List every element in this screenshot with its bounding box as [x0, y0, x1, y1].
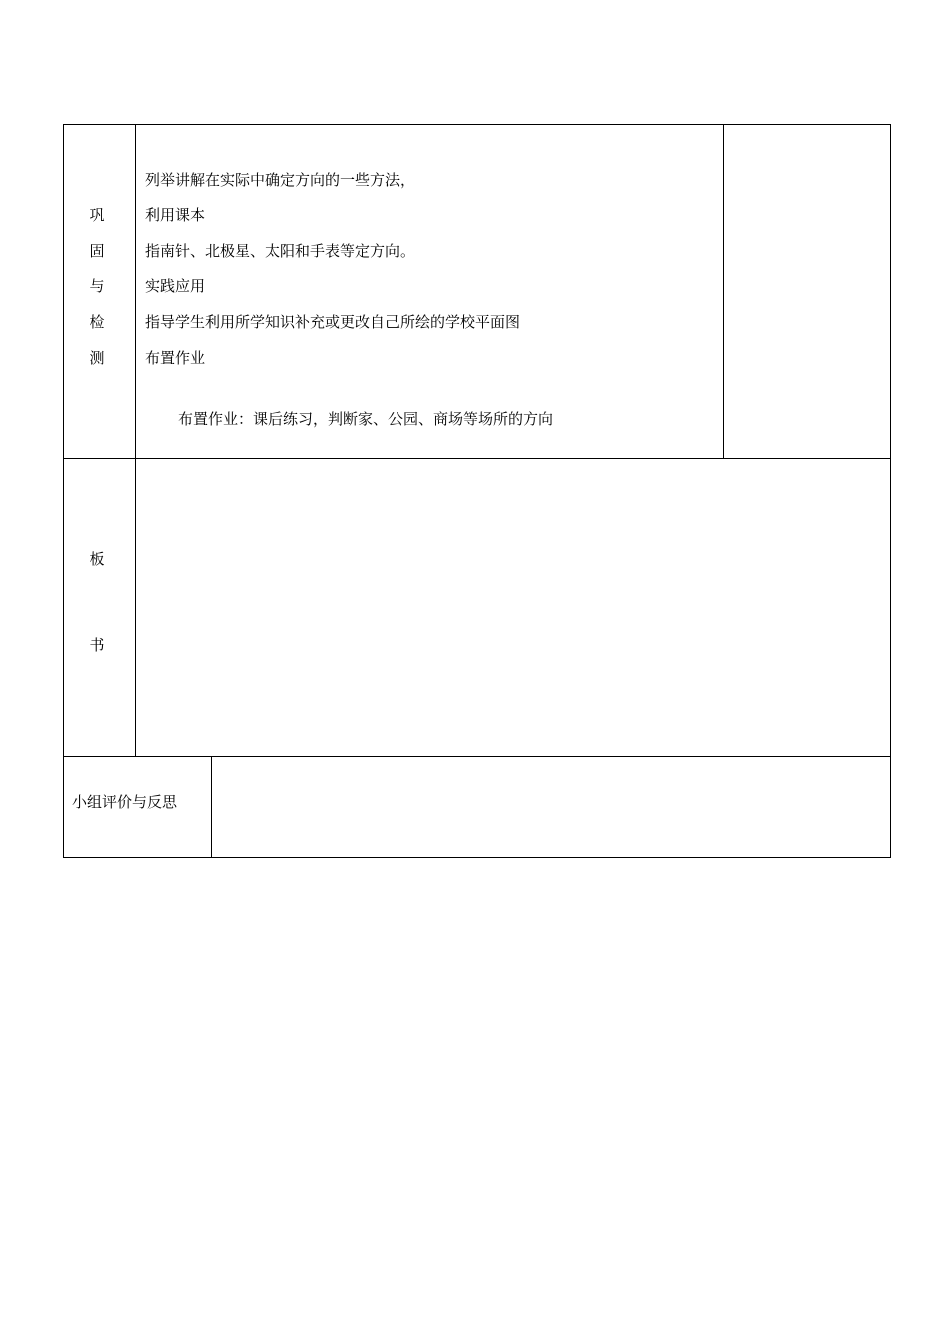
content-line: 指导学生利用所学知识补充或更改自己所绘的学校平面图	[145, 313, 521, 331]
consolidation-label-char: 与	[89, 277, 105, 295]
consolidation-label-char: 固	[89, 242, 105, 260]
consolidation-label-char: 测	[89, 349, 105, 367]
consolidation-label-char: 巩	[89, 206, 105, 224]
content-line: 利用课本	[145, 206, 206, 224]
content-line: 指南针、北极星、太阳和手表等定方向。	[145, 242, 416, 260]
evaluation-content-cell	[212, 757, 890, 857]
notes-cell	[724, 125, 890, 458]
board-label-char: 书	[89, 636, 105, 654]
table-border-bottom	[63, 857, 891, 858]
board-label-char: 板	[89, 550, 105, 568]
consolidation-label-char: 检	[89, 313, 105, 331]
evaluation-label: 小组评价与反思	[72, 793, 178, 811]
table-border-left	[63, 124, 64, 858]
board-content-cell	[136, 459, 890, 756]
table-border-right	[890, 124, 891, 858]
content-line: 布置作业	[145, 349, 206, 367]
content-line: 列举讲解在实际中确定方向的一些方法，	[145, 171, 416, 189]
content-line: 实践应用	[145, 277, 206, 295]
homework-line: 布置作业：课后练习，判断家、公园、商场等场所的方向	[178, 410, 554, 428]
